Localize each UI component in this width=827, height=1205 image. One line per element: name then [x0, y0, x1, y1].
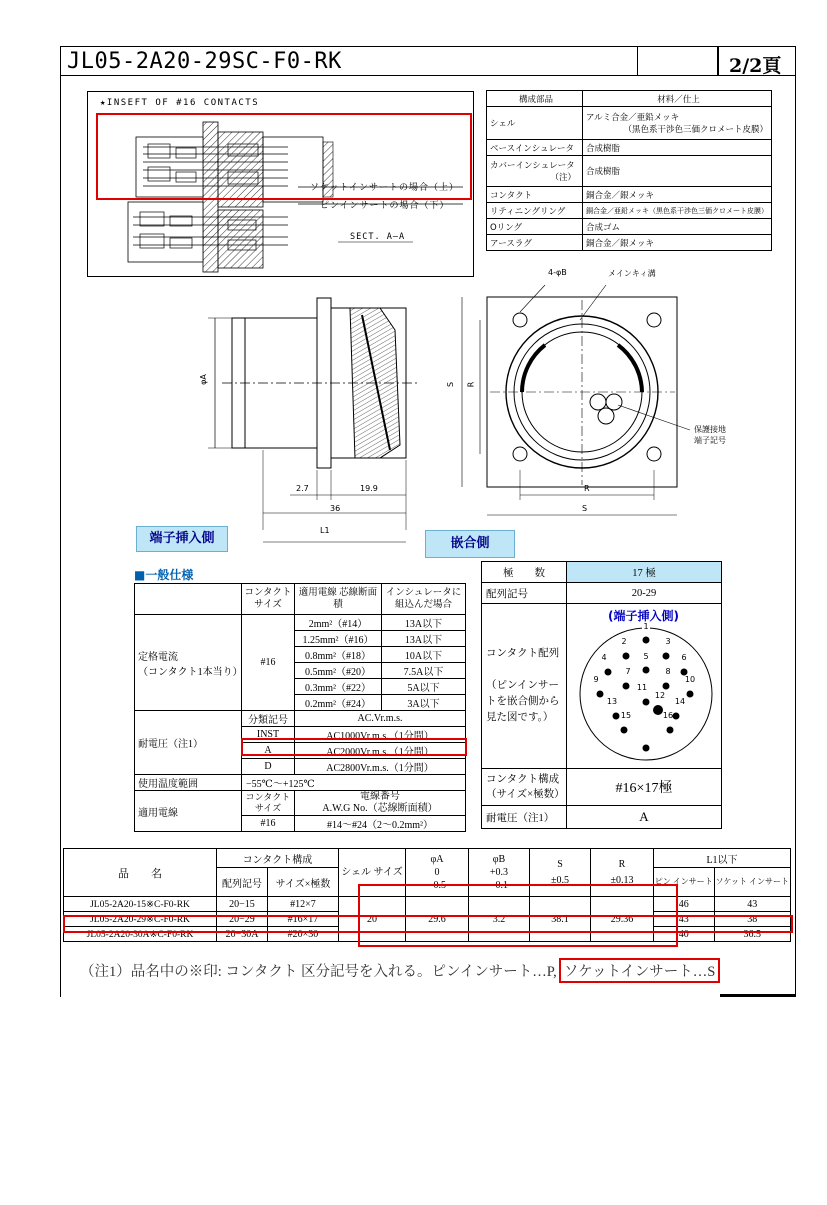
class-unit-header: AC.Vr.m.s.	[295, 711, 466, 727]
inset-pin-label: ピンインサートの場合（下）	[320, 201, 450, 211]
material-part: リティニングリング	[487, 203, 583, 219]
class-code-header: 分類記号	[242, 711, 295, 727]
h-size: サイズ×極数	[268, 868, 339, 897]
contact-number: 6	[681, 653, 687, 662]
inset-socket-label: ソケットインサートの場合（上）	[310, 183, 460, 193]
gs-h-contact-size: コンタクト サイズ	[242, 584, 295, 615]
part-pin: 43	[654, 912, 715, 927]
contact-number: 1	[643, 622, 649, 631]
contact-dot	[643, 699, 650, 706]
contact-dot	[653, 705, 663, 715]
h-phiB: φB +0.3 −0.1	[469, 849, 530, 897]
code-label: 配列記号	[482, 583, 567, 604]
footnote-socket-highlight: ソケットインサート…S	[559, 958, 720, 983]
ground-label: 保護接地	[694, 425, 726, 434]
voltage-label-right: 耐電圧（注1）	[482, 806, 567, 829]
part-socket: 36.5	[714, 927, 790, 942]
current-amp: 7.5A以下	[382, 663, 466, 679]
h-S: S ±0.5	[530, 849, 591, 897]
contact-dot	[597, 691, 604, 698]
material-part: ベースインシュレータ	[487, 140, 583, 156]
voltage-label: 耐電圧（注1）	[135, 711, 242, 775]
contact-dot	[643, 745, 650, 752]
h-name: 品 名	[64, 849, 217, 897]
inset-title: ★INSEFT OF #16 CONTACTS	[100, 98, 260, 108]
general-spec-heading: ■一般仕様	[134, 568, 194, 582]
contact-number: 16	[662, 711, 674, 720]
material-part: コンタクト	[487, 187, 583, 203]
dim-19-9: 19.9	[360, 484, 378, 493]
contact-dot	[605, 669, 612, 676]
contact-number: 5	[643, 652, 649, 661]
part-code: 20−30A	[217, 927, 268, 942]
highlight-selected-row	[63, 915, 793, 933]
footnote: （注1）品名中の※印: コンタクト 区分記号を入れる。ピンインサート…P, ソケットインサート…S	[80, 958, 720, 983]
material-value: 合成樹脂	[583, 156, 772, 187]
bottom-bar	[720, 994, 796, 997]
highlight-voltage-A	[241, 738, 467, 756]
temp-label: 使用温度範囲	[135, 775, 242, 791]
contact-dot	[623, 683, 630, 690]
contact-dot	[643, 637, 650, 644]
contact-dot	[621, 727, 628, 734]
contact-dot	[687, 691, 694, 698]
contact-dot	[663, 683, 670, 690]
poles-label: 極 数	[482, 562, 567, 583]
current-wire: 0.2mm²（#24）	[295, 695, 382, 711]
h-L1: L1以下	[654, 849, 791, 868]
dim-phiA: φA	[198, 374, 208, 385]
voltage-value: AC2800Vr.m.s.（1分間）	[295, 759, 466, 775]
part-phiB: 3.2	[469, 897, 530, 942]
material-part: Oリング	[487, 219, 583, 235]
material-value: 銅合金／銀メッキ	[583, 235, 772, 251]
hole-label: 4-φB	[548, 268, 567, 277]
contact-dot	[613, 713, 620, 720]
contact-number: 8	[665, 667, 671, 676]
current-wire: 0.3mm²（#22）	[295, 679, 382, 695]
wire-range: #14～#24（2～0.2mm²）	[295, 816, 466, 832]
key-label: メインキィ溝	[608, 269, 656, 278]
contact-number: 15	[620, 711, 632, 720]
material-value: 合成樹脂	[583, 140, 772, 156]
h-code: 配列記号	[217, 868, 268, 897]
insert-side-label: 端子挿入側	[136, 526, 228, 552]
voltage-value-right: A	[567, 806, 722, 829]
contact-number: 11	[636, 683, 648, 692]
general-spec-table	[134, 583, 466, 832]
contact-dot	[643, 667, 650, 674]
contact-number: 4	[601, 653, 607, 662]
current-wire: 1.25mm²（#16）	[295, 631, 382, 647]
part-phiA: 29.6	[406, 897, 469, 942]
part-pin: 46	[654, 897, 715, 912]
current-amp: 5A以下	[382, 679, 466, 695]
materials-header-material: 材料／仕上	[583, 91, 772, 107]
material-value: 銅合金／銀メッキ	[583, 187, 772, 203]
dim-S: S	[446, 381, 456, 388]
connector-drawing	[0, 0, 827, 560]
wire-h2: 電線番号 A.W.G No.（芯線断面積）	[295, 791, 466, 816]
voltage-code: INST	[242, 727, 295, 743]
h-R: R ±0.13	[591, 849, 654, 897]
h-pin: ピン インサート	[654, 868, 715, 897]
current-wire: 0.8mm²（#18）	[295, 647, 382, 663]
voltage-value: AC1000Vr.m.s.（1分間）	[295, 727, 466, 743]
contact-number: 12	[654, 691, 666, 700]
page-number: 2/2頁	[729, 55, 782, 77]
poles-value: 17 極	[567, 562, 722, 583]
contact-number: 7	[625, 667, 631, 676]
contact-number: 10	[684, 675, 696, 684]
contact-dot	[663, 653, 670, 660]
wire-size: #16	[242, 816, 295, 832]
h-shell: シェル サイズ	[339, 849, 406, 897]
part-size: #20×30	[268, 927, 339, 942]
layout-label-cell: コンタクト配列 （ピンインサートを嵌合側から見た図です。）	[482, 604, 567, 769]
contact-number: 14	[674, 697, 686, 706]
inset-sect-label: SECT. A—A	[350, 232, 406, 242]
part-size: #16×17	[268, 912, 339, 927]
config-label: コンタクト構成 （サイズ×極数）	[482, 769, 567, 806]
h-phiA: φA 0 −0.5	[406, 849, 469, 897]
contact-number: 9	[593, 675, 599, 684]
contact-dot	[623, 653, 630, 660]
part-name: JL05-2A20-30A※C-F0-RK	[64, 927, 217, 942]
current-amp: 13A以下	[382, 615, 466, 631]
material-part: アースラグ	[487, 235, 583, 251]
gs-h-insulator: インシュレータに 組込んだ場合	[382, 584, 466, 615]
contact-number: 2	[621, 637, 627, 646]
temp-value: −55℃～+125℃	[242, 775, 466, 791]
part-code: 20−29	[217, 912, 268, 927]
part-name: JL05-2A20-15※C-F0-RK	[64, 897, 217, 912]
part-S: 38.1	[530, 897, 591, 942]
part-shell: 20	[339, 897, 406, 942]
contact-layout-diagram	[566, 622, 726, 772]
voltage-code: D	[242, 759, 295, 775]
part-code: 20−15	[217, 897, 268, 912]
part-socket: 38	[714, 912, 790, 927]
rated-current-label: 定格電流 （コンタクト1本当り）	[135, 615, 242, 711]
gs-h-wire: 適用電線 芯線断面積	[295, 584, 382, 615]
mating-side-label: 嵌合側	[425, 530, 515, 558]
dim-36: 36	[330, 504, 341, 513]
material-part: シェル	[487, 107, 583, 140]
wire-label: 適用電線	[135, 791, 242, 832]
layout-title: (端子挿入側)	[608, 609, 679, 623]
contact-number: 13	[606, 697, 618, 706]
dim-L1: L1	[320, 526, 330, 535]
part-size: #12×7	[268, 897, 339, 912]
current-wire: 0.5mm²（#20）	[295, 663, 382, 679]
dim-S-bottom: S	[582, 504, 588, 513]
current-amp: 13A以下	[382, 631, 466, 647]
material-part: カバーインシュレータ （注）	[487, 156, 583, 187]
current-amp: 10A以下	[382, 647, 466, 663]
rated-size: #16	[242, 615, 295, 711]
wire-h1: コンタクト サイズ	[242, 791, 295, 816]
code-value: 20-29	[567, 583, 722, 604]
current-amp: 3A以下	[382, 695, 466, 711]
part-R: 29.36	[591, 897, 654, 942]
part-name: JL05-2A20-29※C-F0-RK	[64, 912, 217, 927]
material-value: 銅合金／亜鉛メッキ（黒色系干渉色三価クロメート皮膜）	[583, 203, 772, 219]
voltage-value: AC2000Vr.m.s.（1分間）	[295, 743, 466, 759]
h-socket: ソケット インサート	[714, 868, 790, 897]
material-value: 合成ゴム	[583, 219, 772, 235]
voltage-code: A	[242, 743, 295, 759]
dim-R-bottom: R	[584, 484, 590, 493]
ground-label-2: 端子記号	[694, 436, 726, 445]
materials-header-part: 構成部品	[487, 91, 583, 107]
material-value: アルミ合金／亜鉛メッキ （黒色系干渉色三価クロメート皮膜）	[583, 107, 772, 140]
contact-dot	[673, 713, 680, 720]
part-pin: 40	[654, 927, 715, 942]
contact-number: 3	[665, 637, 671, 646]
contact-dot	[667, 727, 674, 734]
dim-R: R	[466, 381, 476, 388]
document-title: JL05-2A20-29SC-F0-RK	[67, 49, 342, 74]
dim-2-7: 2.7	[296, 484, 309, 493]
config-value: #16×17極	[567, 769, 722, 806]
h-contact: コンタクト構成	[217, 849, 339, 868]
part-socket: 43	[714, 897, 790, 912]
current-wire: 2mm²（#14）	[295, 615, 382, 631]
